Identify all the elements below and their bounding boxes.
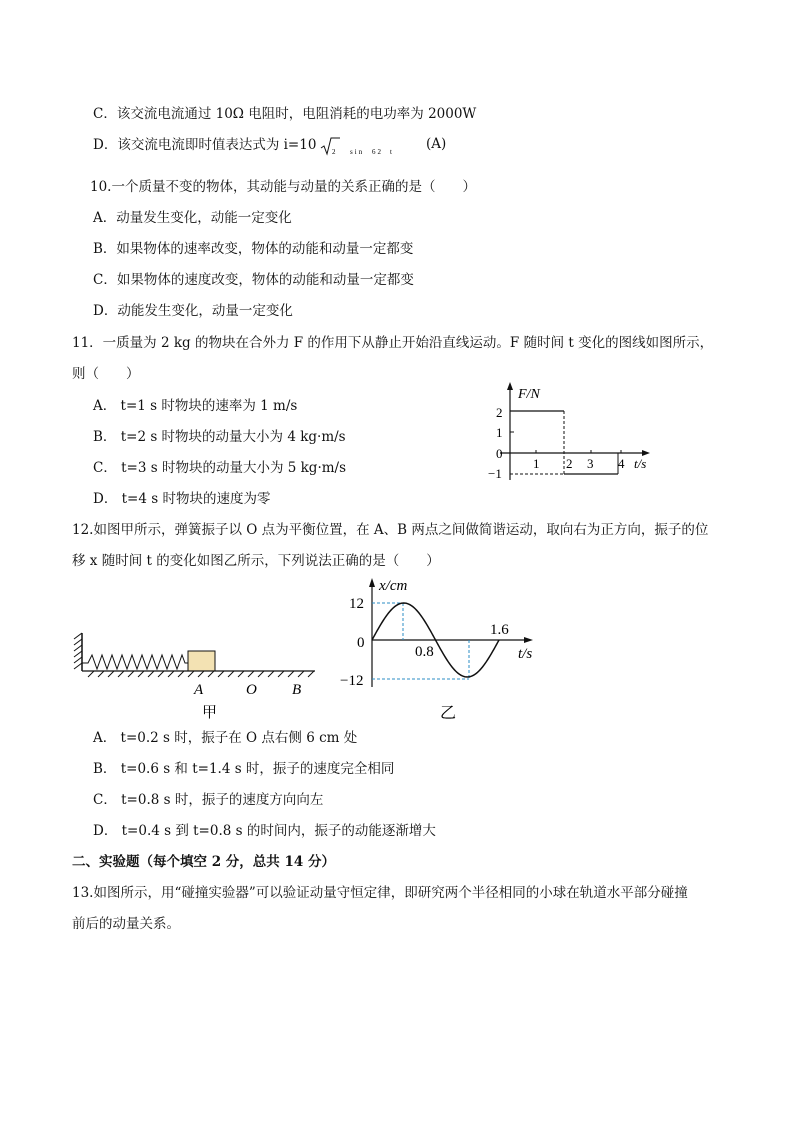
x-ytick-0: 0 bbox=[357, 635, 365, 651]
svg-text:2: 2 bbox=[332, 148, 338, 156]
q11-option-d: D． t=4 s 时物块的速度为零 bbox=[93, 491, 271, 507]
label-O: O bbox=[246, 682, 257, 698]
displacement-time-graph bbox=[335, 572, 545, 722]
q9-option-c: C．该交流电流通过 10Ω 电阻时，电阻消耗的电功率为 2000W bbox=[93, 106, 477, 122]
oscillator-block bbox=[188, 651, 215, 671]
q10-option-b: B．如果物体的速率改变，物体的动能和动量一定都变 bbox=[93, 241, 414, 257]
q12-option-c: C． t=0.8 s 时，振子的速度方向向左 bbox=[93, 792, 324, 808]
f-ylabel: F/N bbox=[518, 387, 540, 402]
q12-stem-line2: 移 x 随时间 t 的变化如图乙所示，下列说法正确的是（ ） bbox=[72, 553, 440, 569]
x-ytick-12: 12 bbox=[349, 596, 364, 612]
q10-stem: 10.一个质量不变的物体，其动能与动量的关系正确的是（ ） bbox=[90, 179, 476, 195]
x-axis-y-arrow bbox=[369, 578, 375, 587]
q11-option-c: C． t=3 s 时物块的动量大小为 5 kg·m/s bbox=[93, 460, 347, 476]
f-ytick-2: 2 bbox=[496, 405, 503, 420]
x-ylabel: x/cm bbox=[379, 578, 408, 594]
caption-yi: 乙 bbox=[440, 705, 457, 722]
q10-option-c: C．如果物体的速度改变，物体的动能和动量一定都变 bbox=[93, 272, 414, 288]
svg-text:t: t bbox=[390, 148, 394, 156]
q9-option-d: D．该交流电流即时值表达式为 i=10 bbox=[93, 137, 317, 153]
section-2-heading: 二、实验题（每个填空 2 分，总共 14 分） bbox=[72, 854, 335, 870]
q11-stem-line1: 11．一质量为 2 kg 的物块在合外力 F 的作用下从静止开始沿直线运动。F 随时间 t 变化的图线如图所示， bbox=[72, 335, 714, 351]
svg-text:62: 62 bbox=[372, 148, 383, 156]
force-time-graph bbox=[470, 380, 670, 485]
spring bbox=[82, 655, 188, 669]
q9-formula-garbled bbox=[320, 136, 410, 158]
sqrt-formula-glyph bbox=[320, 136, 410, 156]
f-xtick-3: 3 bbox=[587, 456, 594, 471]
f-xtick-4: 4 bbox=[618, 456, 625, 471]
f-axis-y-arrow bbox=[507, 382, 513, 390]
x-xtick-0.8: 0.8 bbox=[415, 644, 434, 660]
q11-option-a: A． t=1 s 时物块的速率为 1 m/s bbox=[93, 398, 298, 414]
q12-option-d: D． t=0.4 s 到 t=0.8 s 的时间内，振子的动能逐渐增大 bbox=[93, 823, 436, 839]
q12-option-b: B． t=0.6 s 和 t=1.4 s 时，振子的速度完全相同 bbox=[93, 761, 395, 777]
label-B: B bbox=[292, 682, 302, 698]
q9-unit: (A) bbox=[426, 136, 447, 152]
wall-hatch bbox=[74, 633, 82, 669]
f-ytick-neg1: −1 bbox=[488, 466, 502, 481]
f-ytick-1: 1 bbox=[496, 425, 503, 440]
f-xlabel: t/s bbox=[634, 456, 647, 471]
caption-jia: 甲 bbox=[202, 705, 218, 720]
q11-stem-line2: 则（ ） bbox=[72, 366, 140, 382]
x-xtick-1.6: 1.6 bbox=[490, 622, 509, 638]
x-xlabel: t/s bbox=[518, 646, 533, 662]
floor-hatch bbox=[88, 671, 314, 677]
q13-stem-line1: 13.如图所示，用“碰撞实验器”可以验证动量守恒定律，即研究两个半径相同的小球在轨道水平部分碰撞 bbox=[72, 885, 688, 901]
q12-stem-line1: 12.如图甲所示，弹簧振子以 O 点为平衡位置，在 A、B 两点之间做简谐运动，取向右为正方向，振子的位 bbox=[72, 522, 709, 538]
f-xtick-1: 1 bbox=[533, 456, 540, 471]
label-A: A bbox=[194, 682, 204, 698]
f-xtick-2: 2 bbox=[566, 456, 573, 471]
x-ytick-neg12: −12 bbox=[340, 673, 364, 689]
q11-option-b: B． t=2 s 时物块的动量大小为 4 kg·m/s bbox=[93, 429, 346, 445]
svg-text:sin: sin bbox=[350, 148, 365, 156]
q10-option-d: D．动能发生变化，动量一定变化 bbox=[93, 303, 293, 319]
f-ytick-0: 0 bbox=[496, 446, 503, 461]
x-axis-x-arrow bbox=[524, 637, 533, 643]
q13-stem-line2: 前后的动量关系。 bbox=[72, 916, 180, 932]
spring-oscillator-figure bbox=[70, 625, 320, 720]
q12-option-a: A． t=0.2 s 时，振子在 O 点右侧 6 cm 处 bbox=[93, 730, 358, 746]
q10-option-a: A．动量发生变化，动能一定变化 bbox=[93, 210, 292, 226]
